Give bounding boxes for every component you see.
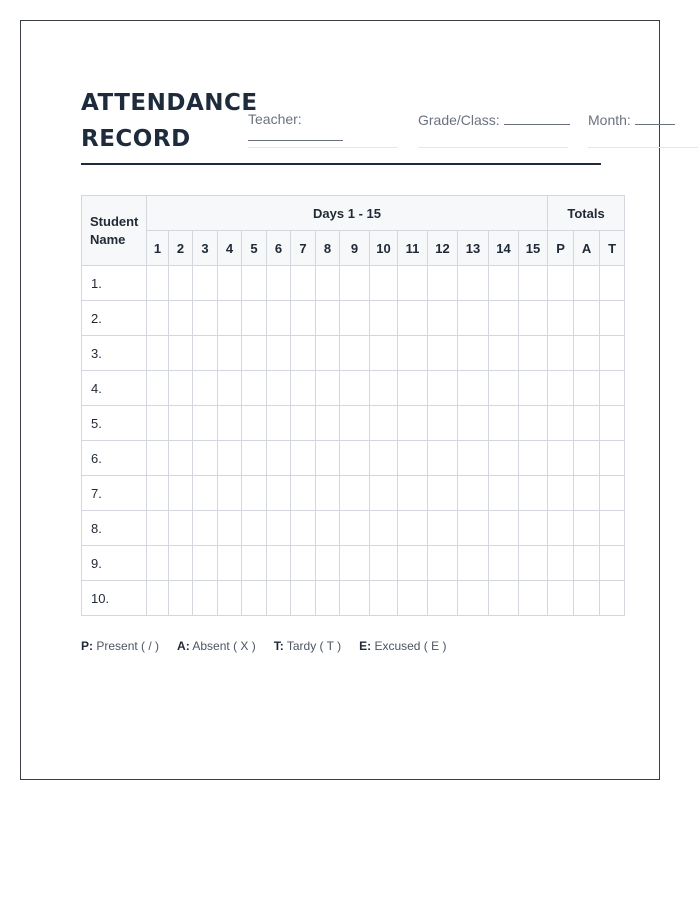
- attendance-cell[interactable]: [147, 336, 169, 371]
- teacher-label: Teacher:: [248, 111, 302, 127]
- attendance-cell[interactable]: [428, 581, 458, 616]
- attendance-cell[interactable]: [428, 546, 458, 581]
- attendance-cell[interactable]: [340, 406, 370, 441]
- attendance-cell[interactable]: [370, 581, 398, 616]
- total-cell[interactable]: [548, 301, 574, 336]
- attendance-cell[interactable]: [458, 581, 489, 616]
- attendance-cell[interactable]: [193, 441, 218, 476]
- attendance-cell[interactable]: [316, 441, 340, 476]
- grade-class-field[interactable]: [418, 111, 568, 148]
- total-cell[interactable]: [548, 371, 574, 406]
- day-header: 4: [218, 231, 242, 266]
- attendance-cell[interactable]: [169, 336, 193, 371]
- day-header: 3: [193, 231, 218, 266]
- day-header: 10: [370, 231, 398, 266]
- attendance-cell[interactable]: [458, 406, 489, 441]
- attendance-cell[interactable]: [398, 301, 428, 336]
- attendance-cell[interactable]: [291, 581, 316, 616]
- attendance-cell[interactable]: [489, 371, 519, 406]
- total-cell[interactable]: [600, 406, 625, 441]
- attendance-cell[interactable]: [370, 546, 398, 581]
- attendance-cell[interactable]: [242, 476, 267, 511]
- total-cell[interactable]: [548, 336, 574, 371]
- attendance-cell[interactable]: [147, 511, 169, 546]
- attendance-cell[interactable]: [398, 581, 428, 616]
- attendance-cell[interactable]: [242, 546, 267, 581]
- attendance-cell[interactable]: [242, 301, 267, 336]
- attendance-cell[interactable]: [519, 406, 548, 441]
- attendance-cell[interactable]: [370, 371, 398, 406]
- attendance-cell[interactable]: [316, 371, 340, 406]
- attendance-cell[interactable]: [291, 476, 316, 511]
- attendance-cell[interactable]: [519, 476, 548, 511]
- table-row: [82, 546, 625, 581]
- attendance-table: [81, 195, 625, 616]
- attendance-cell[interactable]: [169, 476, 193, 511]
- total-cell[interactable]: [600, 581, 625, 616]
- total-cell[interactable]: [548, 511, 574, 546]
- attendance-cell[interactable]: [242, 441, 267, 476]
- attendance-cell[interactable]: [398, 371, 428, 406]
- attendance-cell[interactable]: [242, 406, 267, 441]
- attendance-cell[interactable]: [316, 266, 340, 301]
- attendance-cell[interactable]: [147, 441, 169, 476]
- attendance-cell[interactable]: [242, 371, 267, 406]
- attendance-cell[interactable]: [458, 511, 489, 546]
- student-row-number[interactable]: 1.: [82, 266, 147, 301]
- total-cell[interactable]: [574, 371, 600, 406]
- attendance-cell[interactable]: [519, 266, 548, 301]
- student-row-number[interactable]: 10.: [82, 581, 147, 616]
- attendance-cell[interactable]: [489, 301, 519, 336]
- attendance-cell[interactable]: [316, 301, 340, 336]
- student-row-number[interactable]: 6.: [82, 441, 147, 476]
- attendance-cell[interactable]: [316, 546, 340, 581]
- day-header: 8: [316, 231, 340, 266]
- attendance-cell[interactable]: [519, 371, 548, 406]
- total-cell[interactable]: [600, 476, 625, 511]
- legend-item: [177, 639, 256, 653]
- attendance-cell[interactable]: [193, 336, 218, 371]
- attendance-cell[interactable]: [193, 511, 218, 546]
- legend-key: A:: [177, 639, 190, 653]
- day-header: 5: [242, 231, 267, 266]
- attendance-cell[interactable]: [370, 406, 398, 441]
- days-group-header: Days 1 - 15: [147, 196, 548, 231]
- attendance-cell[interactable]: [340, 266, 370, 301]
- attendance-cell[interactable]: [169, 581, 193, 616]
- attendance-cell[interactable]: [242, 336, 267, 371]
- total-cell[interactable]: [600, 266, 625, 301]
- attendance-cell[interactable]: [489, 511, 519, 546]
- total-cell[interactable]: [574, 581, 600, 616]
- attendance-cell[interactable]: [519, 301, 548, 336]
- total-cell[interactable]: [574, 266, 600, 301]
- day-header: 12: [428, 231, 458, 266]
- total-cell[interactable]: [600, 371, 625, 406]
- student-row-number[interactable]: 9.: [82, 546, 147, 581]
- attendance-cell[interactable]: [489, 406, 519, 441]
- attendance-cell[interactable]: [291, 371, 316, 406]
- total-cell[interactable]: [548, 476, 574, 511]
- attendance-cell[interactable]: [218, 476, 242, 511]
- attendance-cell[interactable]: [291, 301, 316, 336]
- attendance-cell[interactable]: [340, 441, 370, 476]
- attendance-cell[interactable]: [218, 406, 242, 441]
- month-field[interactable]: [588, 111, 698, 148]
- attendance-cell[interactable]: [218, 336, 242, 371]
- attendance-cell[interactable]: [193, 546, 218, 581]
- attendance-cell[interactable]: [428, 406, 458, 441]
- attendance-cell[interactable]: [489, 441, 519, 476]
- month-underline: [588, 133, 698, 148]
- attendance-cell[interactable]: [218, 266, 242, 301]
- attendance-cell[interactable]: [340, 301, 370, 336]
- attendance-cell[interactable]: [370, 476, 398, 511]
- table-row: [82, 406, 625, 441]
- attendance-cell[interactable]: [242, 581, 267, 616]
- legend-text: Present ( / ): [96, 639, 160, 653]
- attendance-cell[interactable]: [291, 406, 316, 441]
- attendance-cell[interactable]: [147, 301, 169, 336]
- attendance-cell[interactable]: [489, 266, 519, 301]
- attendance-cell[interactable]: [267, 406, 291, 441]
- attendance-cell[interactable]: [398, 441, 428, 476]
- attendance-cell[interactable]: [193, 301, 218, 336]
- total-cell[interactable]: [600, 441, 625, 476]
- attendance-cell[interactable]: [267, 511, 291, 546]
- attendance-sheet: [20, 20, 660, 780]
- total-cell[interactable]: [548, 441, 574, 476]
- attendance-cell[interactable]: [218, 546, 242, 581]
- table-row: [82, 581, 625, 616]
- total-cell[interactable]: [574, 511, 600, 546]
- attendance-cell[interactable]: [193, 581, 218, 616]
- day-header: 6: [267, 231, 291, 266]
- attendance-cell[interactable]: [370, 336, 398, 371]
- attendance-cell[interactable]: [267, 301, 291, 336]
- total-cell[interactable]: [548, 546, 574, 581]
- attendance-cell[interactable]: [398, 546, 428, 581]
- legend-item: [274, 639, 341, 653]
- attendance-cell[interactable]: [340, 546, 370, 581]
- attendance-cell[interactable]: [519, 581, 548, 616]
- attendance-cell[interactable]: [340, 336, 370, 371]
- attendance-cell[interactable]: [519, 336, 548, 371]
- attendance-cell[interactable]: [398, 406, 428, 441]
- legend: [81, 639, 464, 653]
- attendance-cell[interactable]: [370, 441, 398, 476]
- attendance-cell[interactable]: [316, 511, 340, 546]
- table-row: [82, 266, 625, 301]
- month-blank[interactable]: [635, 111, 675, 125]
- attendance-cell[interactable]: [291, 266, 316, 301]
- attendance-cell[interactable]: [147, 406, 169, 441]
- student-name-header: Student Name: [82, 196, 147, 266]
- table-row: [82, 301, 625, 336]
- attendance-cell[interactable]: [398, 511, 428, 546]
- legend-text: Absent ( X ): [192, 639, 256, 653]
- attendance-cell[interactable]: [458, 441, 489, 476]
- student-row-number[interactable]: 8.: [82, 511, 147, 546]
- student-row-number[interactable]: 7.: [82, 476, 147, 511]
- page-title: [81, 85, 261, 157]
- attendance-cell[interactable]: [147, 581, 169, 616]
- attendance-cell[interactable]: [169, 441, 193, 476]
- attendance-cell[interactable]: [316, 476, 340, 511]
- day-header: 1: [147, 231, 169, 266]
- attendance-cell[interactable]: [147, 266, 169, 301]
- student-row-number[interactable]: 4.: [82, 371, 147, 406]
- table-row: [82, 336, 625, 371]
- attendance-cell[interactable]: [169, 406, 193, 441]
- attendance-cell[interactable]: [370, 301, 398, 336]
- totals-group-header: Totals: [548, 196, 625, 231]
- total-cell[interactable]: [574, 301, 600, 336]
- attendance-cell[interactable]: [169, 301, 193, 336]
- total-cell[interactable]: [600, 336, 625, 371]
- attendance-cell[interactable]: [267, 546, 291, 581]
- attendance-cell[interactable]: [519, 546, 548, 581]
- grade-class-underline: [418, 133, 568, 148]
- grade-class-label: Grade/Class:: [418, 112, 500, 128]
- totals-header: P: [548, 231, 574, 266]
- attendance-cell[interactable]: [169, 371, 193, 406]
- teacher-field[interactable]: [248, 111, 398, 148]
- attendance-cell[interactable]: [458, 301, 489, 336]
- month-label: Month:: [588, 112, 631, 128]
- title-line-1: ATTENDANCE: [81, 90, 258, 116]
- attendance-cell[interactable]: [458, 336, 489, 371]
- attendance-cell[interactable]: [267, 581, 291, 616]
- attendance-cell[interactable]: [428, 371, 458, 406]
- attendance-cell[interactable]: [218, 581, 242, 616]
- day-header: 2: [169, 231, 193, 266]
- attendance-cell[interactable]: [242, 511, 267, 546]
- day-header: 7: [291, 231, 316, 266]
- teacher-blank[interactable]: [248, 133, 398, 148]
- legend-text: Excused ( E ): [374, 639, 447, 653]
- attendance-cell[interactable]: [489, 336, 519, 371]
- attendance-cell[interactable]: [218, 441, 242, 476]
- attendance-cell[interactable]: [398, 336, 428, 371]
- attendance-cell[interactable]: [169, 546, 193, 581]
- attendance-cell[interactable]: [428, 476, 458, 511]
- legend-key: T:: [273, 639, 284, 653]
- attendance-cell[interactable]: [370, 266, 398, 301]
- table-row: [82, 441, 625, 476]
- total-cell[interactable]: [574, 476, 600, 511]
- attendance-cell[interactable]: [316, 336, 340, 371]
- attendance-cell[interactable]: [193, 406, 218, 441]
- total-cell[interactable]: [600, 546, 625, 581]
- attendance-cell[interactable]: [169, 511, 193, 546]
- table-row: [82, 476, 625, 511]
- attendance-cell[interactable]: [193, 371, 218, 406]
- attendance-cell[interactable]: [267, 266, 291, 301]
- attendance-cell[interactable]: [267, 336, 291, 371]
- attendance-cell[interactable]: [428, 511, 458, 546]
- attendance-cell[interactable]: [458, 266, 489, 301]
- attendance-cell[interactable]: [489, 476, 519, 511]
- attendance-cell[interactable]: [218, 371, 242, 406]
- attendance-cell[interactable]: [519, 441, 548, 476]
- student-row-number[interactable]: 5.: [82, 406, 147, 441]
- attendance-cell[interactable]: [242, 266, 267, 301]
- attendance-cell[interactable]: [267, 441, 291, 476]
- total-cell[interactable]: [574, 441, 600, 476]
- total-cell[interactable]: [574, 336, 600, 371]
- table-row: [82, 511, 625, 546]
- header-divider: [81, 163, 601, 165]
- student-row-number[interactable]: 2.: [82, 301, 147, 336]
- legend-key: P:: [81, 639, 93, 653]
- attendance-cell[interactable]: [193, 266, 218, 301]
- total-cell[interactable]: [600, 511, 625, 546]
- attendance-cell[interactable]: [428, 266, 458, 301]
- attendance-cell[interactable]: [291, 441, 316, 476]
- total-cell[interactable]: [574, 406, 600, 441]
- attendance-cell[interactable]: [291, 336, 316, 371]
- attendance-cell[interactable]: [428, 441, 458, 476]
- attendance-cell[interactable]: [147, 476, 169, 511]
- table-row: [82, 371, 625, 406]
- attendance-cell[interactable]: [147, 546, 169, 581]
- attendance-cell[interactable]: [428, 301, 458, 336]
- grade-class-blank[interactable]: [504, 111, 570, 125]
- day-header: 13: [458, 231, 489, 266]
- day-header: 9: [340, 231, 370, 266]
- total-cell[interactable]: [548, 581, 574, 616]
- attendance-cell[interactable]: [428, 336, 458, 371]
- day-header: 14: [489, 231, 519, 266]
- attendance-cell[interactable]: [218, 301, 242, 336]
- attendance-cell[interactable]: [316, 581, 340, 616]
- attendance-cell[interactable]: [398, 266, 428, 301]
- attendance-cell[interactable]: [340, 371, 370, 406]
- attendance-cell[interactable]: [316, 406, 340, 441]
- day-header: 11: [398, 231, 428, 266]
- attendance-cell[interactable]: [340, 476, 370, 511]
- attendance-cell[interactable]: [489, 581, 519, 616]
- attendance-cell[interactable]: [267, 371, 291, 406]
- legend-item: [359, 639, 446, 653]
- total-cell[interactable]: [548, 406, 574, 441]
- attendance-cell[interactable]: [519, 511, 548, 546]
- totals-header: T: [600, 231, 625, 266]
- attendance-cell[interactable]: [458, 371, 489, 406]
- legend-key: E:: [359, 639, 372, 653]
- day-header: 15: [519, 231, 548, 266]
- attendance-cell[interactable]: [267, 476, 291, 511]
- total-cell[interactable]: [600, 301, 625, 336]
- attendance-cell[interactable]: [458, 476, 489, 511]
- total-cell[interactable]: [574, 546, 600, 581]
- totals-header: A: [574, 231, 600, 266]
- attendance-cell[interactable]: [169, 266, 193, 301]
- attendance-cell[interactable]: [291, 511, 316, 546]
- attendance-cell[interactable]: [193, 476, 218, 511]
- attendance-cell[interactable]: [340, 581, 370, 616]
- attendance-cell[interactable]: [147, 371, 169, 406]
- student-row-number[interactable]: 3.: [82, 336, 147, 371]
- attendance-cell[interactable]: [340, 511, 370, 546]
- attendance-cell[interactable]: [370, 511, 398, 546]
- title-line-2: RECORD: [81, 126, 191, 152]
- attendance-cell[interactable]: [291, 546, 316, 581]
- legend-text: Tardy ( T ): [286, 639, 342, 653]
- legend-item: [81, 639, 159, 653]
- total-cell[interactable]: [548, 266, 574, 301]
- attendance-cell[interactable]: [489, 546, 519, 581]
- attendance-cell[interactable]: [458, 546, 489, 581]
- attendance-cell[interactable]: [398, 476, 428, 511]
- attendance-cell[interactable]: [218, 511, 242, 546]
